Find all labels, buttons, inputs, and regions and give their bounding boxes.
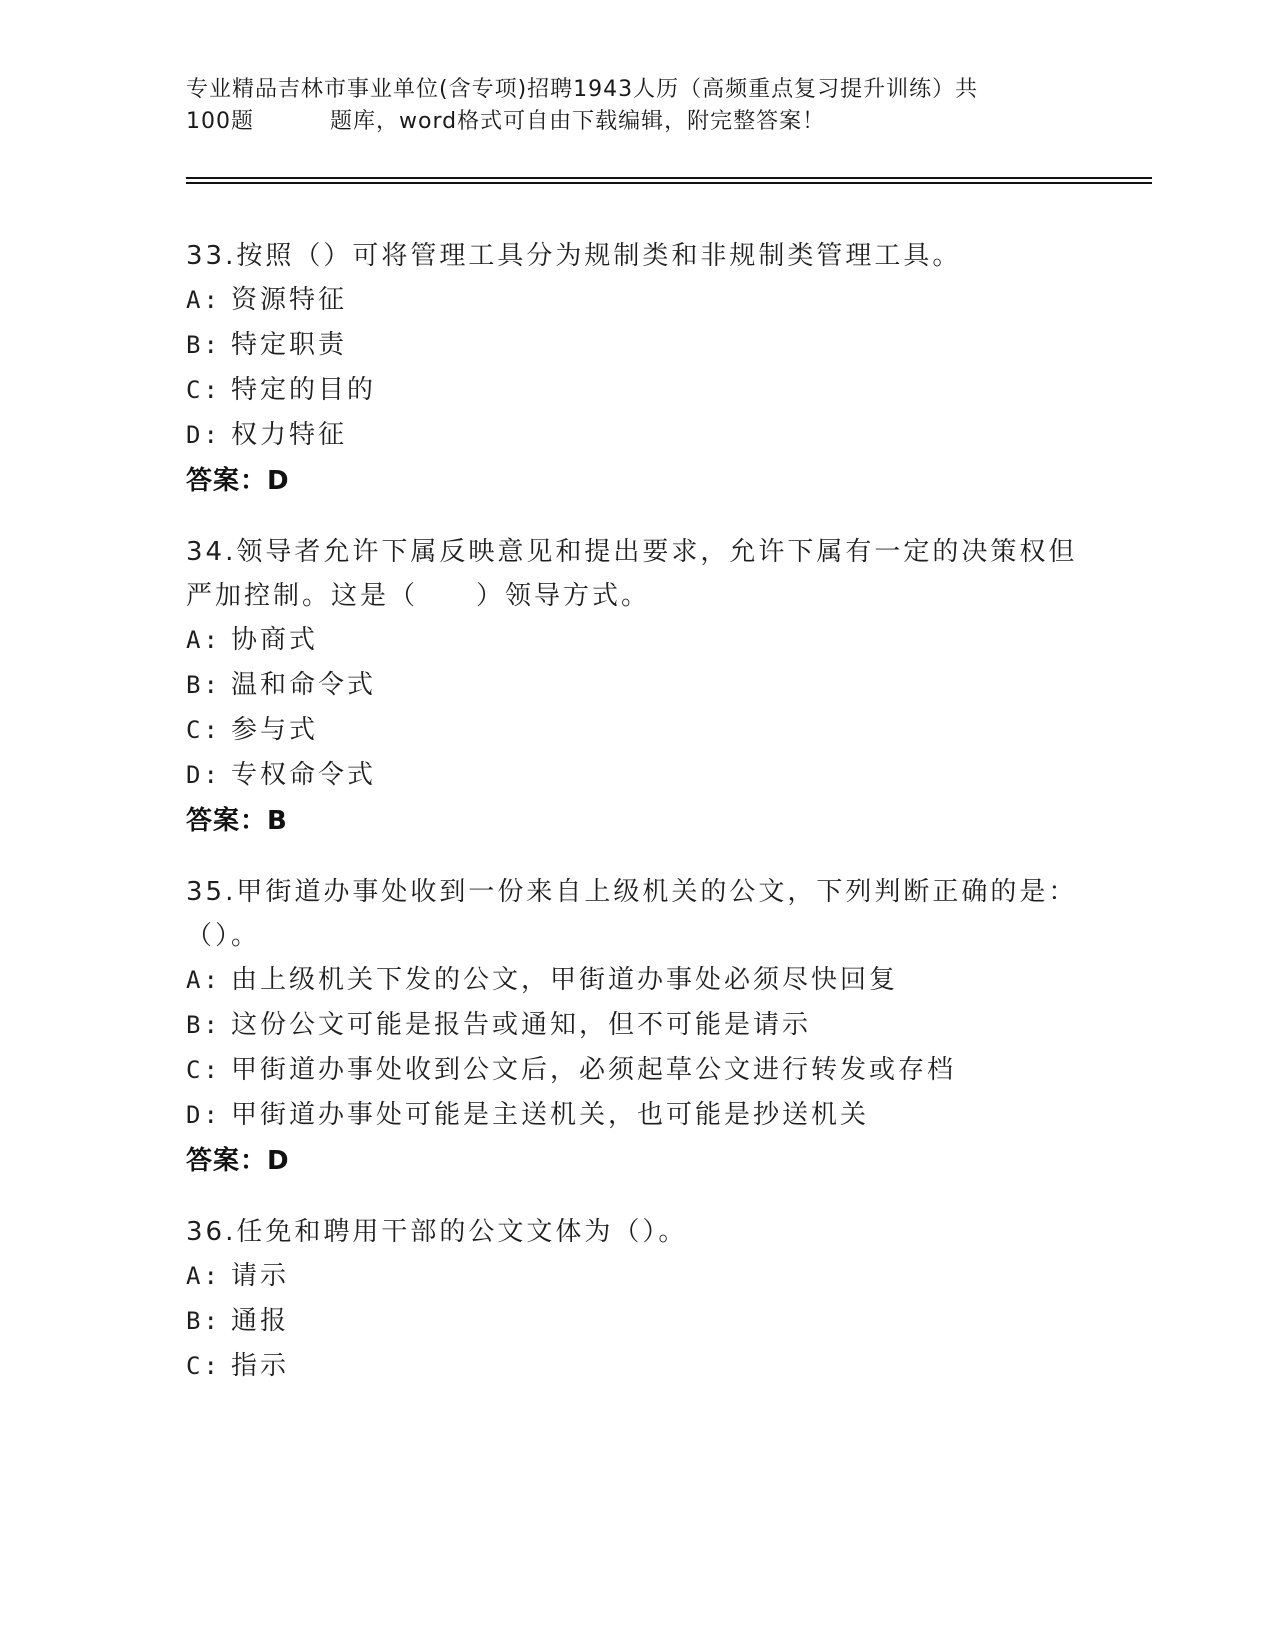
question-stem: 35.甲街道办事处收到一份来自上级机关的公文，下列判断正确的是： （）。	[186, 877, 1078, 951]
question-36	[186, 1210, 1186, 1389]
answer-line: 答案：B	[186, 806, 288, 836]
option-key: B:	[186, 1307, 221, 1335]
option-key: B:	[186, 331, 221, 359]
option-key: D:	[186, 421, 221, 449]
question-34	[186, 530, 1186, 844]
option-text: 通报	[231, 1306, 290, 1336]
option-key: C:	[186, 1352, 221, 1380]
option-d	[186, 1093, 1186, 1138]
option-key: D:	[186, 761, 221, 789]
option-d	[186, 413, 1186, 458]
option-d	[186, 753, 1186, 798]
option-key: B:	[186, 671, 221, 699]
header-description: 题库，word格式可自由下载编辑，附完整答案！	[330, 109, 826, 134]
option-key: A:	[186, 1262, 221, 1290]
option-text: 这份公文可能是报告或通知，但不可能是请示	[231, 1010, 812, 1040]
option-text: 甲街道办事处可能是主送机关，也可能是抄送机关	[231, 1100, 870, 1130]
option-text: 协商式	[231, 625, 319, 655]
header-title-line2	[186, 106, 1066, 138]
option-key: A:	[186, 286, 221, 314]
option-key: B:	[186, 1011, 221, 1039]
option-b	[186, 1003, 1186, 1048]
question-35	[186, 870, 1186, 1184]
document-header	[186, 74, 1066, 138]
option-b	[186, 1299, 1186, 1344]
option-text: 温和命令式	[231, 670, 377, 700]
option-text: 特定职责	[231, 330, 348, 360]
option-text: 参与式	[231, 715, 319, 745]
option-key: C:	[186, 716, 221, 744]
answer-line: 答案：D	[186, 466, 290, 496]
option-key: C:	[186, 376, 221, 404]
question-stem: 33.按照（）可将管理工具分为规制类和非规制类管理工具。	[186, 241, 962, 271]
option-key: A:	[186, 626, 221, 654]
question-33	[186, 234, 1186, 504]
header-divider-bottom	[186, 182, 1152, 184]
option-a	[186, 958, 1186, 1003]
option-c	[186, 368, 1186, 413]
option-a	[186, 1254, 1186, 1299]
option-text: 由上级机关下发的公文，甲街道办事处必须尽快回复	[231, 965, 899, 995]
option-b	[186, 323, 1186, 368]
answer-line: 答案：D	[186, 1146, 290, 1176]
option-text: 指示	[231, 1351, 290, 1381]
option-text: 甲街道办事处收到公文后，必须起草公文进行转发或存档	[231, 1055, 957, 1085]
option-b	[186, 663, 1186, 708]
option-c	[186, 1344, 1186, 1389]
option-c	[186, 708, 1186, 753]
option-key: C:	[186, 1056, 221, 1084]
option-text: 请示	[231, 1261, 290, 1291]
header-divider-top	[186, 177, 1152, 179]
option-text: 专权命令式	[231, 760, 377, 790]
option-a	[186, 618, 1186, 663]
option-a	[186, 278, 1186, 323]
option-key: D:	[186, 1101, 221, 1129]
question-list	[186, 234, 1186, 1415]
question-stem: 34.领导者允许下属反映意见和提出要求，允许下属有一定的决策权但 严加控制。这是（ ）领导方式。	[186, 537, 1078, 611]
question-stem: 36.任免和聘用干部的公文文体为（）。	[186, 1217, 688, 1247]
option-key: A:	[186, 966, 221, 994]
header-title-line1: 专业精品吉林市事业单位(含专项)招聘1943人历（高频重点复习提升训练）共	[186, 77, 979, 102]
option-text: 权力特征	[231, 420, 348, 450]
option-text: 资源特征	[231, 285, 348, 315]
option-c	[186, 1048, 1186, 1093]
header-question-count: 100题	[186, 109, 254, 134]
option-text: 特定的目的	[231, 375, 377, 405]
